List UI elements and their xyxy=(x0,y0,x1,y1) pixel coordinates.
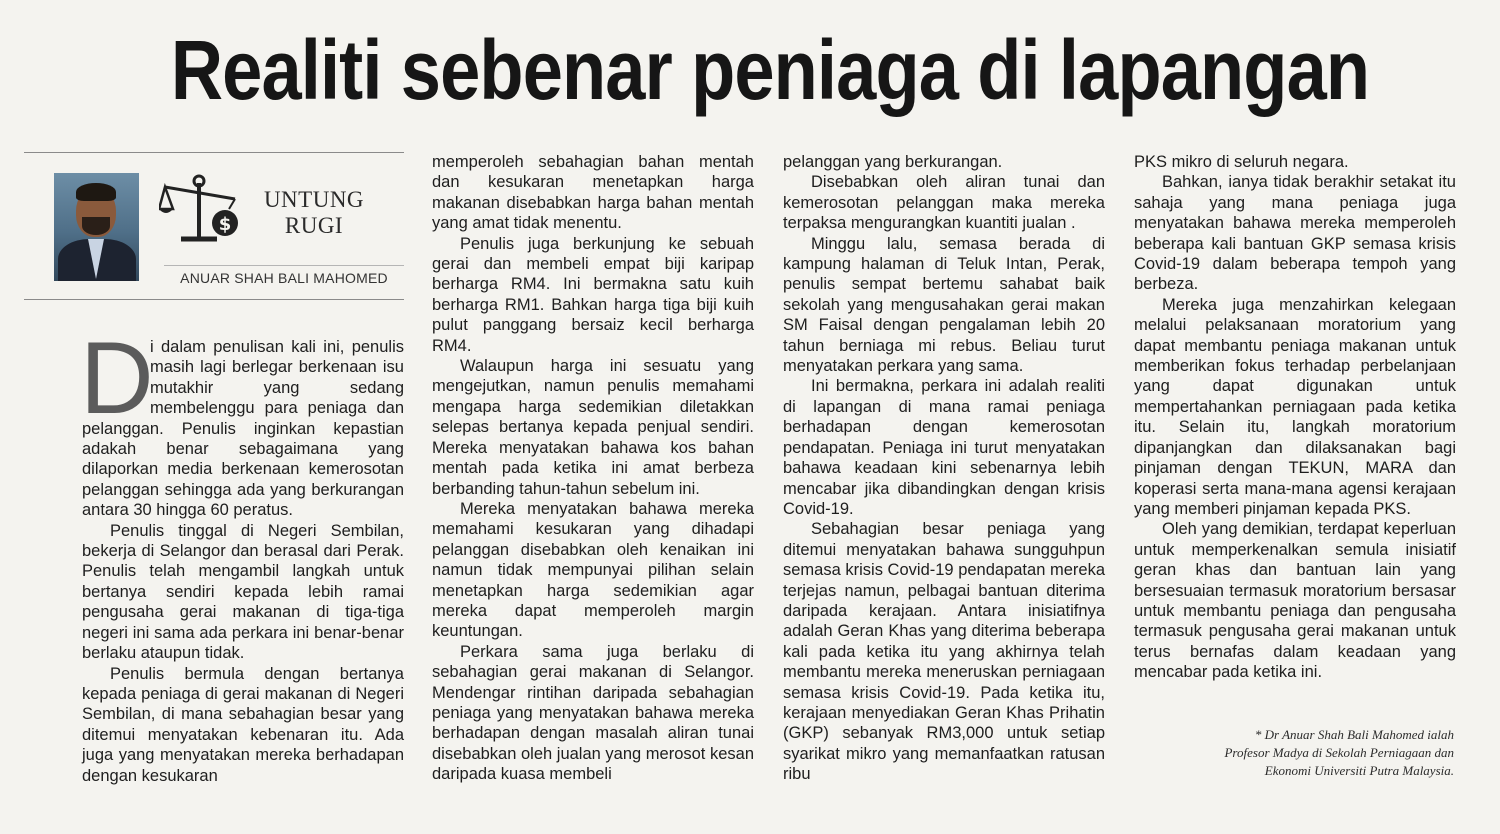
paragraph: Ini bermakna, perkara ini adalah realiti di lapangan di mana ramai peniaga berhadapan dengan kemerosotan pendapatan. Peniaga ini turut menyatakan bahawa keadaan kini sebenarnya lebih mencabar jika dibandingkan dengan krisis Covid-19. xyxy=(783,377,1105,518)
paragraph: PKS mikro di seluruh negara. xyxy=(1134,153,1349,171)
column-3 xyxy=(783,152,1105,792)
column-1 xyxy=(80,321,404,787)
byline-box xyxy=(24,152,404,300)
scales-money-icon xyxy=(159,173,249,247)
column-4 xyxy=(1134,152,1456,792)
paragraph: Penulis bermula dengan bertanya kepada peniaga di gerai makanan di Negeri Sembilan, di mana sebahagian besar yang ditemui menyatakan kebenaran itu. Ada juga yang menyatakan mereka berhadapan dengan kesukaran xyxy=(82,664,404,785)
author-footnote: * Dr Anuar Shah Bali Mahomed ialah Profesor Madya di Sekolah Perniagaan dan Ekonomi Universiti Putra Malaysia. xyxy=(1224,727,1454,778)
dropcap: D xyxy=(80,321,154,435)
paragraph: Perkara sama juga berlaku di sebahagian gerai makanan di Selangor. Mendengar rintihan daripada sebahagian peniaga yang menyatakan bahawa mereka berhadapan dengan masalah aliran tunai disebabkan oleh jualan yang merosot kesan daripada kuasa membeli xyxy=(432,642,754,784)
paragraph: Minggu lalu, semasa berada di kampung halaman di Teluk Intan, Perak, penulis sempat bertemu sahabat baik sekolah yang mengusahakan gerai makan SM Faisal dengan pengalaman lebih 20 tahun berniaga mi rebus. Beliau turut menyatakan perkara yang sama. xyxy=(783,234,1105,376)
paragraph: Oleh yang demikian, terdapat keperluan untuk memperkenalkan semula inisiatif geran khas dan bantuan lain yang bersesuaian termasuk moratorium bersasar untuk membantu peniaga dan pengusaha termasuk pengusaha gerai makanan untuk terus bernafas dalam keadaan yang mencabar pada ketika ini. xyxy=(1134,520,1456,682)
paragraph: Penulis tinggal di Negeri Sembilan, bekerja di Selangor dan berasal dari Perak. Penulis telah mengambil langkah untuk bertanya sendiri kepada lebih ramai pengusaha gerai makanan di tiga-tiga negeri ini sama ada perkara ini benar-benar berlaku ataupun tidak. xyxy=(82,521,404,663)
paragraph: Mereka juga menzahirkan kelegaan melalui pelaksanaan moratorium yang dapat membantu peniaga makanan untuk memberikan fokus terhadap perbelanjaan yang dapat digunakan untuk mempertahankan perniagaan pada ketika itu. Selain itu, langkah moratorium dipanjangkan dan dilaksanakan bagi pinjaman dengan TEKUN, MARA dan koperasi serta mana-mana agensi kerajaan yang memberi pinjaman kepada PKS. xyxy=(1134,295,1456,518)
paragraph: Mereka menyatakan bahawa mereka memahami kesukaran yang dihadapi pelanggan disebabkan oleh kenaikan ini namun tidak mempunyai pilihan selain menetapkan harga sedemikian agar mereka dapat memperoleh margin keuntungan. xyxy=(432,499,754,641)
paragraph: i dalam penulisan kali ini, penulis masih lagi berlegar berkenaan isu mutakhir yang sedang membelenggu para peniaga dan pelanggan. Penulis inginkan kepastian adakah benar sebagaimana yang dilaporkan media berkenaan kemerosotan pelanggan sehingga ada yang berkurangan antara 30 hingga 60 peratus. xyxy=(82,338,404,520)
paragraph: Bahkan, ianya tidak berakhir setakat itu sahaja yang mana peniaga juga menyatakan bahawa mereka memperoleh beberapa kali bantuan GKP semasa krisis Covid-19 dalam beberapa tempoh yang berbeza. xyxy=(1134,173,1456,294)
svg-text:$: $ xyxy=(218,214,232,235)
paragraph: Sebahagian besar peniaga yang ditemui menyatakan bahawa sungguhpun semasa krisis Covid-19 pendapatan mereka terjejas namun, pelbagai bantuan diterima daripada kerajaan. Antara inisiatifnya adalah Geran Khas yang diterima beberapa kali pada ketika itu yang akhirnya telah membantu mereka meneruskan perniagaan semasa krisis Covid-19. Pada ketika itu, kerajaan menyediakan Geran Khas Prihatin (GKP) sebanyak RM3,000 untuk setiap syarikat mikro yang memanfaatkan ratusan ribu xyxy=(783,520,1105,784)
author-photo xyxy=(54,173,139,281)
column-name: UNTUNG RUGI xyxy=(263,187,365,238)
author-name: ANUAR SHAH BALI MAHOMED xyxy=(164,265,404,286)
paragraph: Penulis juga berkunjung ke sebuah gerai dan membeli empat biji karipap berharga RM4. Ini bermakna satu kuih berharga RM1. Bahkan harga tiga biji kuih pulut panggang bersaiz kecil berharga RM4. xyxy=(432,234,754,355)
paragraph: memperoleh sebahagian bahan mentah dan kesukaran menetapkan harga makanan disebabkan harga bahan mentah yang amat tidak menentu. xyxy=(432,153,754,233)
paragraph: pelanggan yang berkurangan. xyxy=(783,153,1003,171)
paragraph: Disebabkan oleh aliran tunai dan kemerosotan pelanggan maka mereka terpaksa mengurangkan kuantiti jualan . xyxy=(783,173,1105,233)
headline: Realiti sebenar peniaga di lapangan xyxy=(170,23,1370,117)
paragraph: Walaupun harga ini sesuatu yang mengejutkan, namun penulis memahami mengapa harga sedemikian diletakkan selepas bertanya kepada penjual sendiri. Mereka menyatakan bahawa kos bahan mentah pada ketika ini amat berbeza berbanding tahun-tahun sebelum ini. xyxy=(432,357,754,498)
column-2 xyxy=(432,152,754,792)
